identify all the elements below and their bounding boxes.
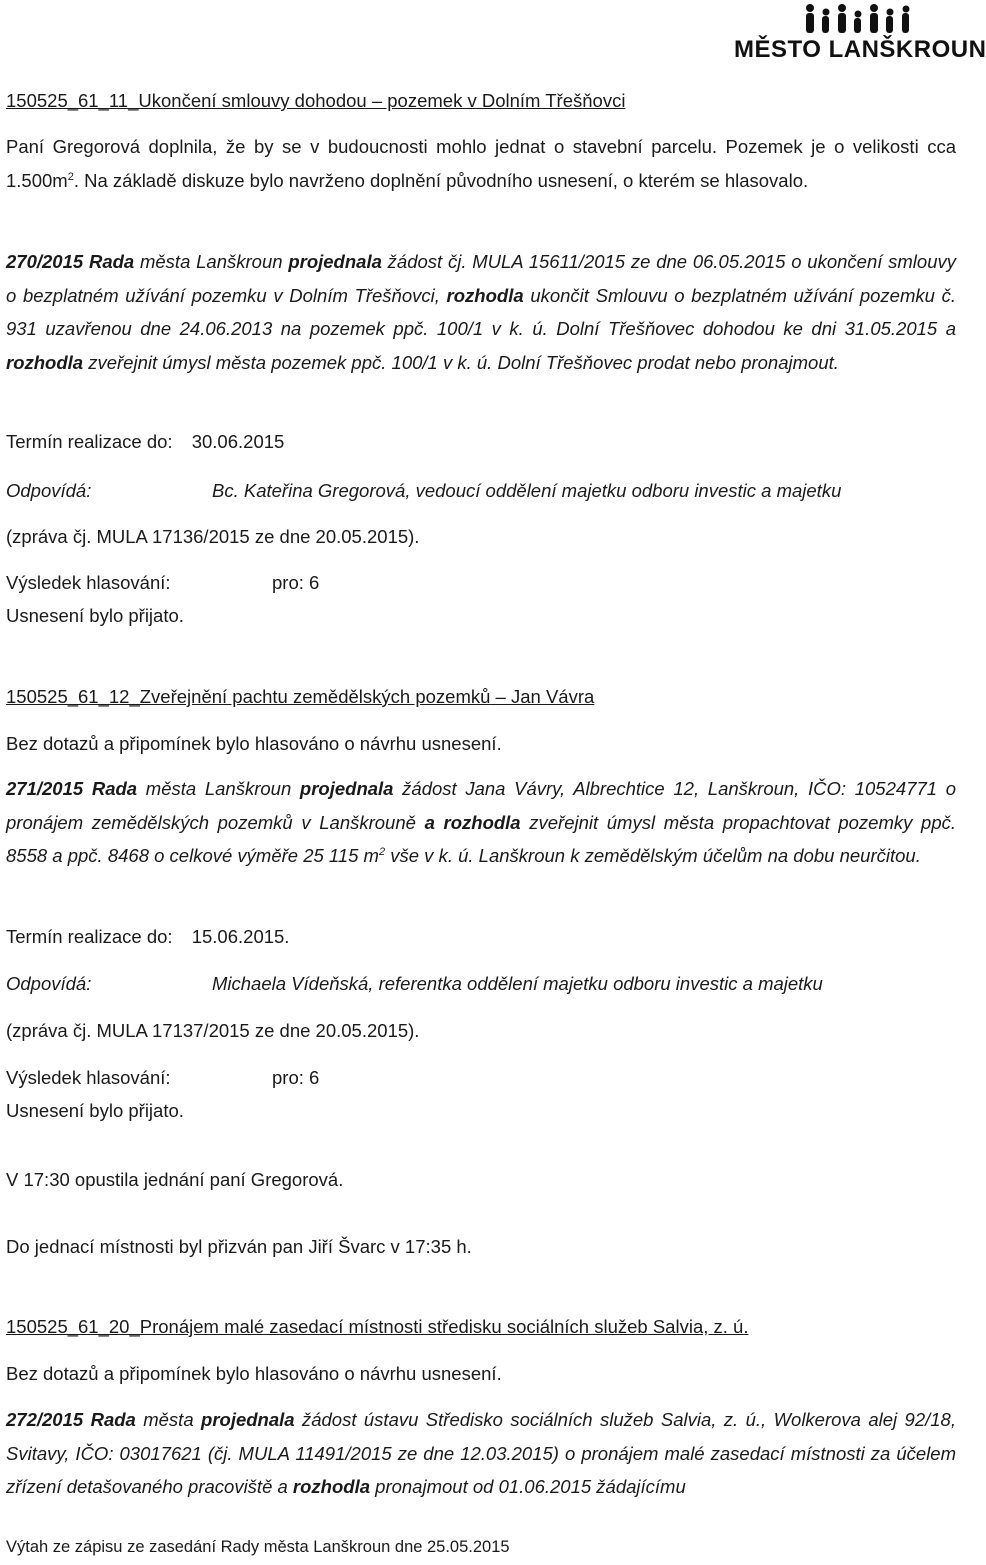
section-heading: 150525_61_12_Zveřejnění pachtu zemědělských pozemků – Jan Vávra [6, 686, 595, 707]
resolution-text: 270/2015 Rada města Lanškroun projednala žádost čj. MULA 15611/2015 ze dne 06.05.2015 o ukončení smlouvy o bezplatném užívání pozemku v Dolním Třešňovci, rozhodla ukončit Smlouvu o bezplatném užívání pozemku č. 931 uzavřenou dne 24.06.2013 na pozemek ppč. 100/1 v k. ú. Dolní Třešňovec dohodou ke dni 31.05.2015 a rozhodla zveřejnit úmysl města pozemek ppč. 100/1 v k. ú. Dolní Třešňovec prodat nebo pronajmout. [6, 251, 956, 373]
section-intro: Paní Gregorová doplnila, že by se v budoucnosti mohlo jednat o stavební parcelu. Pozemek je o velikosti cca $1.500m^2$. Na základě diskuze bylo navrženo doplnění původního usnesení, o kterém se hlasovalo. [6, 136, 956, 191]
report-line: (zpráva čj. MULA 17137/2015 ze dne 20.05.2015). [6, 1020, 420, 1041]
city-logo [734, 2, 986, 64]
resolution-text: 272/2015 Rada města projednala žádost ústavu Středisko sociálních služeb Salvia, z. ú., Wolkerova alej 92/18, Svitavy, IČO: 03017621 (čj. MULA 11491/2015 ze dne 12.03.2015) o pronájem malé zasedací místnosti za účelem zřízení detašovaného pracoviště a rozhodla pronajmout od 01.06.2015 žádajícímu [6, 1409, 956, 1497]
page-footer: Výtah ze zápisu ze zasedání Rady města Lanškroun dne 25.05.2015 [6, 1538, 510, 1556]
responsible-line: Odpovídá: Bc. Kateřina Gregorová, vedoucí oddělení majetku odboru investic a majetku [6, 480, 842, 501]
people-figures-icon [804, 2, 914, 38]
section-heading: 150525_61_11_Ukončení smlouvy dohodou – pozemek v Dolním Třešňovci [6, 90, 626, 111]
accepted-line: Usnesení bylo přijato. [6, 605, 184, 626]
report-line: (zpráva čj. MULA 17136/2015 ze dne 20.05.2015). [6, 526, 420, 547]
accepted-line: Usnesení bylo přijato. [6, 1100, 184, 1121]
vote-line: Výsledek hlasování: pro: 6 [6, 572, 320, 593]
responsible-line: Odpovídá: Michaela Vídeňská, referentka oddělení majetku odboru investic a majetku [6, 973, 823, 994]
logo-text: MĚSTO LANŠKROUN [734, 36, 986, 63]
vote-line: Výsledek hlasování: pro: 6 [6, 1067, 320, 1088]
section-heading: 150525_61_20_Pronájem malé zasedací místnosti středisku sociálních služeb Salvia, z. ú. [6, 1316, 749, 1337]
deadline-line: Termín realizace do: 30.06.2015 [6, 431, 285, 452]
resolution-text: 271/2015 Rada města Lanškroun projednala žádost Jana Vávry, Albrechtice 12, Lanškroun, IČO: 10524771 o pronájem zemědělských pozemků v Lanškrouně a rozhodla zveřejnit úmysl města propachtovat pozemky ppč. 8558 a ppč. 8468 o celkové výměře 25 115 $m^2$ vše v k. ú. Lanškroun k zemědělským účelům na dobu neurčitou. [6, 778, 956, 866]
meeting-note: Do jednací místnosti byl přizván pan Jiří Švarc v 17:35 h. [6, 1236, 472, 1257]
section-intro: Bez dotazů a připomínek bylo hlasováno o návrhu usnesení. [6, 733, 502, 754]
section-intro: Bez dotazů a připomínek bylo hlasováno o návrhu usnesení. [6, 1363, 502, 1384]
deadline-line: Termín realizace do: 15.06.2015. [6, 926, 290, 947]
meeting-note: V 17:30 opustila jednání paní Gregorová. [6, 1169, 344, 1190]
